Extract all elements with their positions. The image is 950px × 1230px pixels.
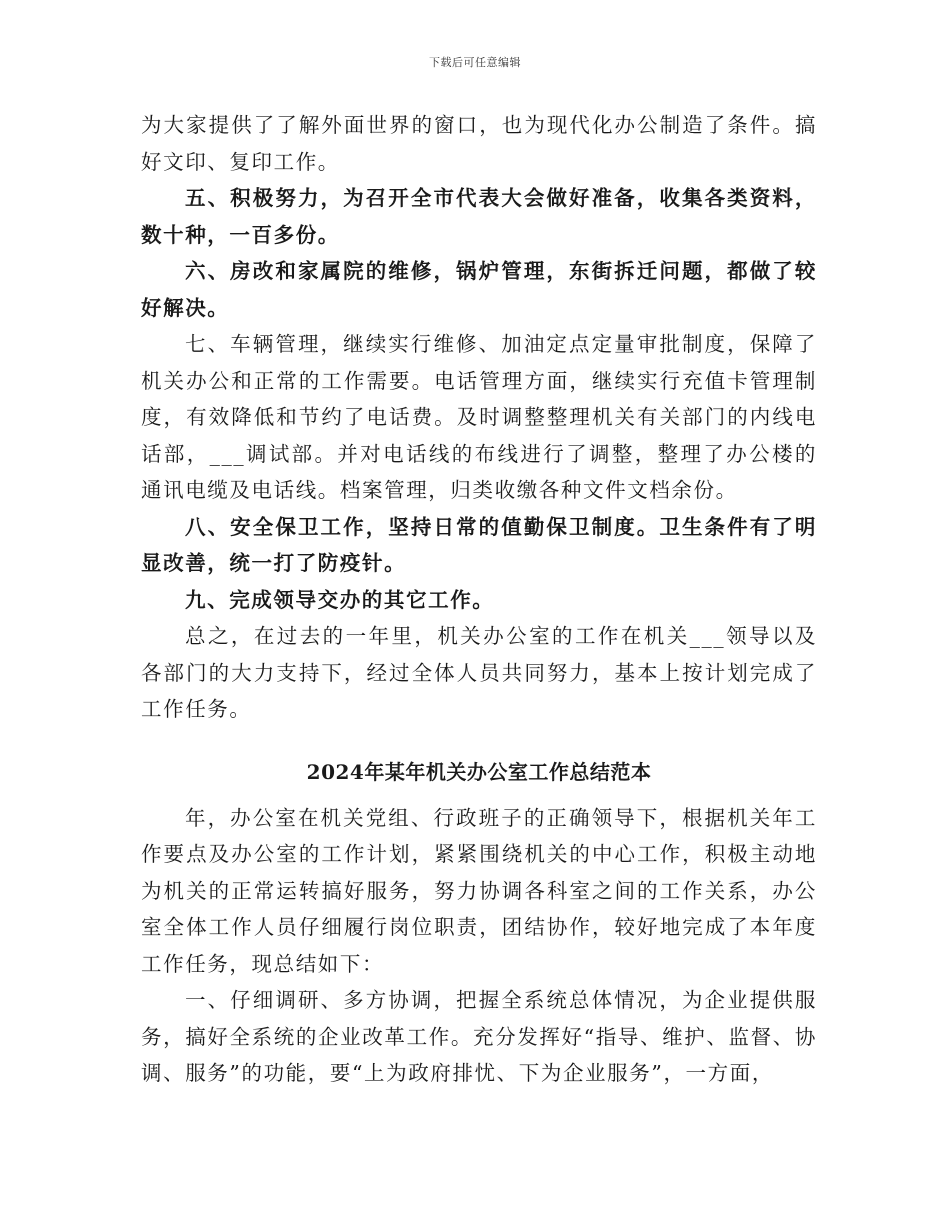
paragraph-top-4: 八、安全保卫工作，坚持日常的值勤保卫制度。卫生条件有了明显改善，统一打了防疫针。 — [141, 514, 817, 575]
document-body — [141, 107, 817, 1092]
paragraph-top-6: 总之，在过去的一年里，机关办公室的工作在机关___领导以及各部门的大力支持下，经过全体人员共同努力，基本上按计划完成了工作任务。 — [141, 624, 817, 721]
page-header: 下载后可任意编辑 — [429, 56, 521, 69]
paragraph-top-1: 五、积极努力，为召开全市代表大会做好准备，收集各类资料，数十种，一百多份。 — [141, 186, 817, 247]
paragraph-top-5: 九、完成领导交办的其它工作。 — [185, 587, 495, 612]
paragraph-top-2: 六、房改和家属院的维修，锅炉管理，东街拆迁问题，都做了较好解决。 — [141, 259, 817, 320]
paragraph-bottom-1: 一、仔细调研、多方协调，把握全系统总体情况，为企业提供服务，搞好全系统的企业改革工作。充分发挥好“指导、维护、监督、协调、服务”的功能，要“上为政府排忧、下为企业服务”，一方面， — [141, 988, 817, 1085]
section-title: 2024年某年机关办公室工作总结范本 — [306, 759, 652, 784]
paragraph-top-0: 为大家提供了了解外面世界的窗口，也为现代化办公制造了条件。搞好文印、复印工作。 — [141, 113, 817, 174]
paragraph-bottom-0: 年，办公室在机关党组、行政班子的正确领导下，根据机关年工作要点及办公室的工作计划，紧紧围绕机关的中心工作，积极主动地为机关的正常运转搞好服务，努力协调各科室之间的工作关系，办公室全体工作人员仔细履行岗位职责，团结协作，较好地完成了本年度工作任务，现总结如下： — [141, 805, 817, 976]
paragraph-top-3: 七、车辆管理，继续实行维修、加油定点定量审批制度，保障了机关办公和正常的工作需要。电话管理方面，继续实行充值卡管理制度，有效降低和节约了电话费。及时调整整理机关有关部门的内线电话部，___调试部。并对电话线的布线进行了调整，整理了办公楼的通讯电缆及电话线。档案管理，归类收缴各种文件文档余份。 — [141, 332, 817, 502]
